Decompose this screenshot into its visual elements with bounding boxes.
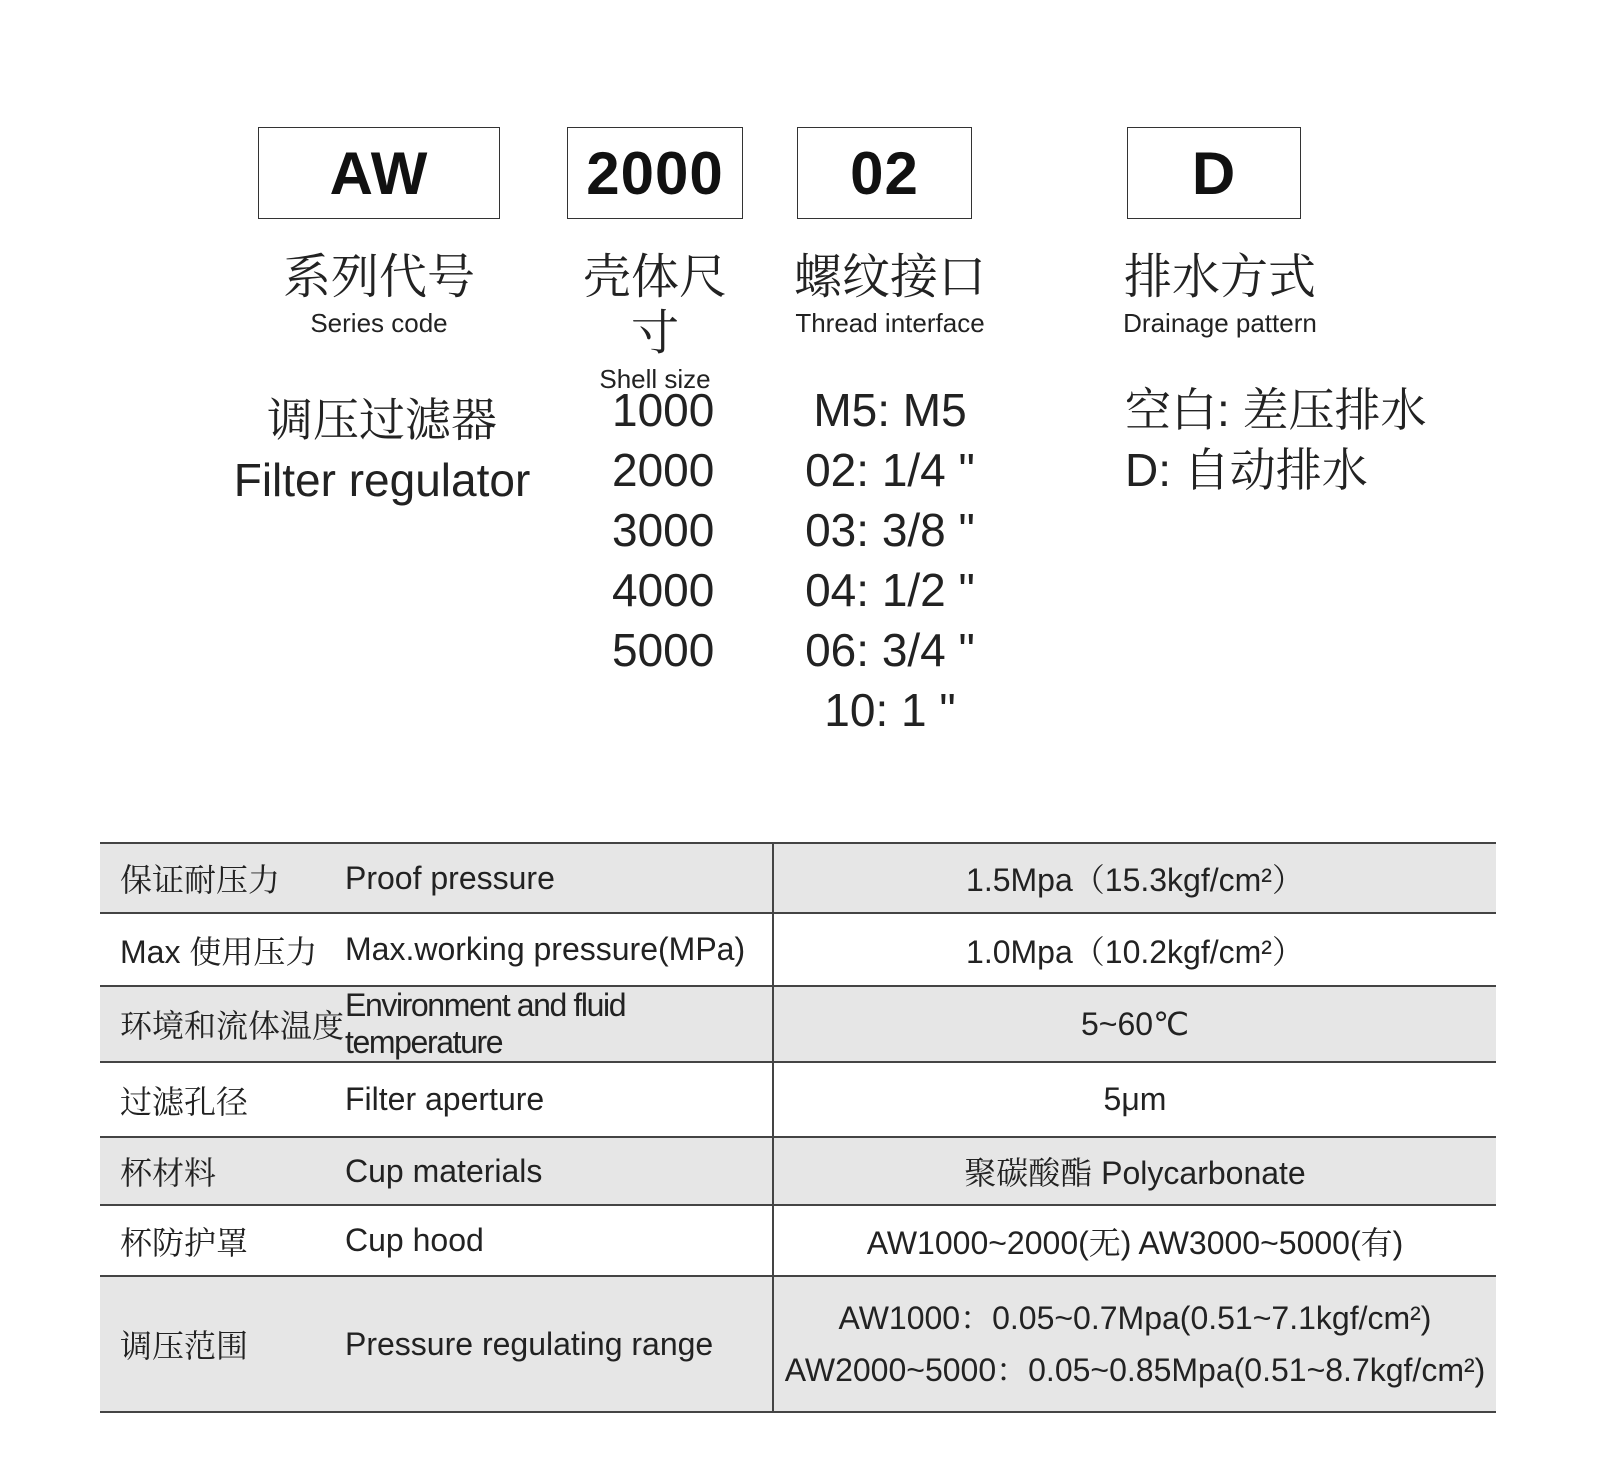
thread-option: 04: 1/2 " <box>805 564 975 616</box>
drainage-code-box: D <box>1127 127 1301 219</box>
thread-en: Thread interface <box>795 308 985 338</box>
shell-size-options <box>612 380 714 680</box>
shell-size-en: Shell size <box>599 364 711 394</box>
shell-size-option: 5000 <box>612 624 715 676</box>
spec-label-en: Cup materials <box>345 1137 773 1205</box>
spec-label-cn: 过滤孔径 <box>100 1062 345 1137</box>
shell-size-option: 3000 <box>612 504 715 556</box>
table-row <box>100 1276 1496 1412</box>
drainage-en: Drainage pattern <box>1123 308 1317 338</box>
thread-options <box>790 380 990 740</box>
thread-cn: 螺纹接口 <box>793 251 986 304</box>
table-row <box>100 913 1496 986</box>
spec-value: 聚碳酸酯 Polycarbonate <box>773 1137 1496 1205</box>
drainage-options <box>1125 380 1427 500</box>
thread-code-box: 02 <box>797 127 972 219</box>
table-row <box>100 1205 1496 1276</box>
thread-option: 10: 1 " <box>824 684 956 736</box>
spec-value: 1.0Mpa（10.2kgf/cm²） <box>773 913 1496 986</box>
drainage-option: D: 自动排水 <box>1125 444 1368 496</box>
spec-label-en: Pressure regulating range <box>345 1276 773 1412</box>
series-code-box: AW <box>258 127 500 219</box>
spec-value: 5~60℃ <box>773 986 1496 1062</box>
thread-option: 06: 3/4 " <box>805 624 975 676</box>
spec-label-en: Filter aperture <box>345 1062 773 1137</box>
thread-option: 02: 1/4 " <box>805 444 975 496</box>
drainage-option: 空白: 差压排水 <box>1125 384 1427 436</box>
thread-option: M5: M5 <box>813 384 967 436</box>
spec-label-en: Max.working pressure(MPa) <box>345 913 773 986</box>
shell-size-code-box: 2000 <box>567 127 743 219</box>
series-name-en: Filter regulator <box>233 454 531 506</box>
series-description <box>222 390 542 510</box>
series-code-heading <box>268 250 490 340</box>
spec-label-cn: 环境和流体温度 <box>100 986 345 1062</box>
spec-value-line: AW1000：0.05~0.7Mpa(0.51~7.1kgf/cm²) <box>838 1300 1432 1336</box>
spec-label-cn: Max 使用压力 <box>100 913 345 986</box>
drainage-heading <box>1120 250 1320 340</box>
spec-value <box>773 1276 1496 1412</box>
spec-label-cn: 调压范围 <box>100 1276 345 1412</box>
spec-value: AW1000~2000(无) AW3000~5000(有) <box>773 1205 1496 1276</box>
spec-label-en: Environment and fluid temperature <box>345 986 773 1062</box>
series-name-cn: 调压过滤器 <box>267 394 497 446</box>
shell-size-heading <box>560 250 750 396</box>
spec-value: 1.5Mpa（15.3kgf/cm²） <box>773 843 1496 913</box>
shell-size-option: 1000 <box>612 384 715 436</box>
spec-label-cn: 杯防护罩 <box>100 1205 345 1276</box>
spec-label-cn: 保证耐压力 <box>100 843 345 913</box>
table-row <box>100 986 1496 1062</box>
spec-label-cn: 杯材料 <box>100 1137 345 1205</box>
spec-label-en: Cup hood <box>345 1205 773 1276</box>
table-row <box>100 843 1496 913</box>
shell-size-cn: 壳体尺寸 <box>582 251 727 360</box>
table-row <box>100 1137 1496 1205</box>
drainage-cn: 排水方式 <box>1123 251 1316 304</box>
thread-option: 03: 3/8 " <box>805 504 975 556</box>
shell-size-option: 4000 <box>612 564 715 616</box>
spec-table <box>100 842 1496 1413</box>
series-code-cn: 系列代号 <box>282 251 475 304</box>
thread-heading <box>790 250 990 340</box>
series-code-en: Series code <box>310 308 448 338</box>
shell-size-option: 2000 <box>612 444 715 496</box>
table-row <box>100 1062 1496 1137</box>
spec-value: 5μm <box>773 1062 1496 1137</box>
spec-label-en: Proof pressure <box>345 843 773 913</box>
spec-value-line: AW2000~5000：0.05~0.85Mpa(0.51~8.7kgf/cm²) <box>784 1352 1486 1388</box>
